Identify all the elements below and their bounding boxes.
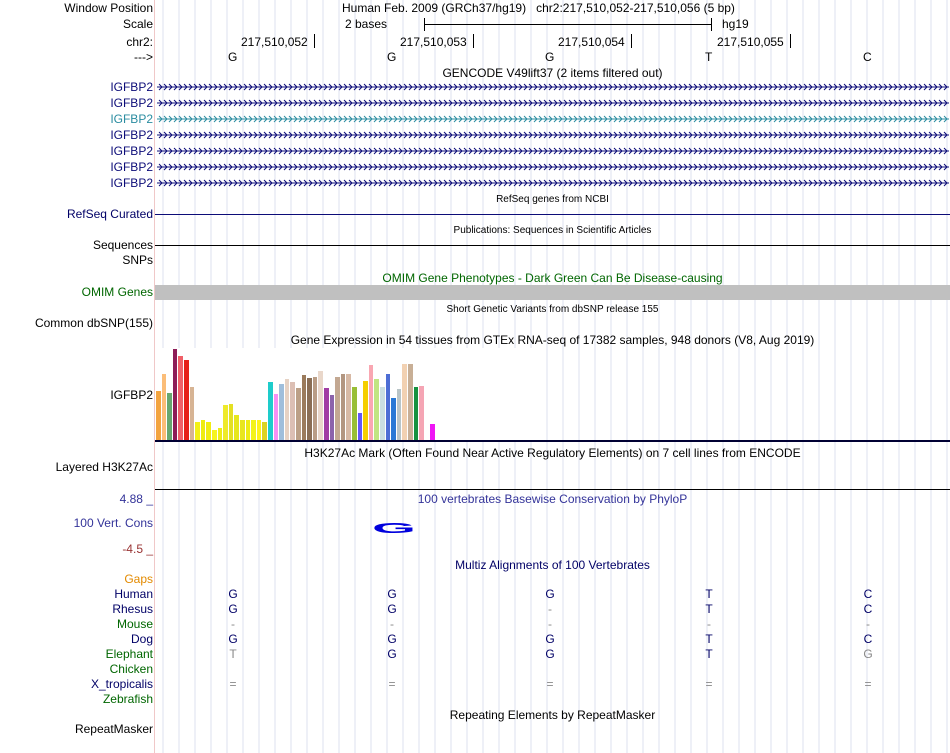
gencode-item-label[interactable]: IGFBP2 — [110, 128, 153, 142]
multiz-species-label[interactable]: Dog — [130, 632, 153, 646]
window-position-text: Human Feb. 2009 (GRCh37/hg19) chr2:217,510,052-217,510,056 (5 bp) — [342, 1, 735, 15]
multiz-species-label[interactable]: Elephant — [105, 647, 153, 661]
scale-bar-left-cap — [424, 18, 425, 31]
gtex-tissue-bar[interactable] — [184, 360, 189, 440]
gtex-tissue-bar[interactable] — [425, 375, 430, 440]
gtex-track-title[interactable]: Gene Expression in 54 tissues from GTEx RNA-seq of 17382 samples, 948 donors (V8, Aug 2019) — [290, 333, 815, 347]
gtex-tissue-bar[interactable] — [307, 378, 312, 440]
conservation-track-title[interactable]: 100 vertebrates Basewise Conservation by PhyloP — [417, 492, 688, 506]
gtex-tissue-bar[interactable] — [335, 377, 340, 440]
gtex-track-label[interactable]: IGFBP2 — [110, 388, 153, 402]
gtex-tissue-bar[interactable] — [190, 387, 195, 440]
alignment-base: = — [229, 677, 237, 691]
gtex-tissue-bar[interactable] — [414, 387, 419, 440]
h3k27ac-track-label[interactable]: Layered H3K27Ac — [55, 460, 153, 474]
alignment-base: - — [548, 602, 552, 616]
omim-track-title[interactable]: OMIM Gene Phenotypes - Dark Green Can Be Disease-causing — [382, 271, 723, 285]
gtex-tissue-bar[interactable] — [363, 381, 368, 440]
gtex-tissue-bar[interactable] — [173, 349, 178, 440]
scale-text: 2 bases — [345, 17, 388, 31]
gtex-tissue-bar[interactable] — [257, 420, 262, 440]
alignment-base: = — [705, 677, 713, 691]
alignment-base: G — [545, 587, 555, 601]
gtex-tissue-bar[interactable] — [262, 422, 267, 440]
multiz-species-label[interactable]: Rhesus — [112, 602, 153, 616]
gtex-tissue-bar[interactable] — [223, 405, 228, 440]
gencode-item-label[interactable]: IGFBP2 — [110, 112, 153, 126]
gtex-tissue-bar[interactable] — [430, 424, 435, 440]
gtex-tissue-bar[interactable] — [408, 364, 413, 440]
base-4: T — [705, 50, 713, 64]
scale-label: Scale — [122, 17, 153, 31]
gtex-tissue-bar[interactable] — [402, 364, 407, 440]
repeatmasker-track-title[interactable]: Repeating Elements by RepeatMasker — [449, 708, 656, 722]
multiz-species-label[interactable]: Chicken — [109, 662, 153, 676]
alignment-base: T — [705, 602, 713, 616]
gtex-tissue-bar[interactable] — [313, 377, 318, 440]
gencode-transcript-line[interactable] — [157, 82, 949, 92]
alignment-base: G — [545, 632, 555, 646]
alignment-base: G — [228, 632, 238, 646]
gtex-tissue-bar[interactable] — [234, 415, 239, 440]
omim-track-label[interactable]: OMIM Genes — [81, 285, 153, 299]
scale-bar — [424, 24, 712, 25]
gtex-tissue-bar[interactable] — [324, 388, 329, 440]
alignment-base: G — [863, 647, 873, 661]
alignment-base: - — [866, 617, 870, 631]
gtex-tissue-bar[interactable] — [318, 371, 323, 440]
alignment-base: G — [228, 587, 238, 601]
alignment-base: T — [705, 587, 713, 601]
alignment-base: T — [705, 647, 713, 661]
snps-track-label[interactable]: SNPs — [122, 253, 153, 267]
refseq-track-label[interactable]: RefSeq Curated — [66, 207, 153, 221]
gtex-tissue-bar[interactable] — [218, 428, 223, 440]
publications-track-title[interactable]: Publications: Sequences in Scientific Articles — [453, 225, 652, 236]
gtex-tissue-bar[interactable] — [397, 389, 402, 440]
alignment-base: G — [545, 647, 555, 661]
scale-bar-right-cap — [711, 18, 712, 31]
ruler-tick — [314, 34, 315, 48]
gtex-tissue-bar[interactable] — [212, 430, 217, 440]
strand-label: ---> — [134, 50, 153, 64]
publications-track-label[interactable]: Sequences — [92, 238, 153, 252]
alignment-base: C — [863, 632, 873, 646]
ruler-position-4: 217,510,055 — [717, 35, 784, 49]
dbsnp-track-title[interactable]: Short Genetic Variants from dbSNP release 155 — [446, 304, 659, 315]
gtex-tissue-bar[interactable] — [391, 398, 396, 440]
gtex-tissue-bar[interactable] — [274, 394, 279, 440]
alignment-base: G — [387, 587, 397, 601]
gencode-transcript-line[interactable] — [157, 114, 949, 124]
conservation-glyph — [370, 519, 418, 535]
alignment-base: C — [863, 587, 873, 601]
gtex-tissue-bar[interactable] — [178, 356, 183, 440]
gtex-tissue-bar[interactable] — [296, 388, 301, 440]
gtex-tissue-bar[interactable] — [251, 420, 256, 440]
base-1: G — [228, 50, 238, 64]
gtex-tissue-bar[interactable] — [206, 422, 211, 440]
gtex-tissue-bar[interactable] — [374, 379, 379, 440]
gtex-tissue-bar[interactable] — [419, 386, 424, 440]
chrom-label: chr2: — [126, 35, 153, 49]
window-position-label: Window Position — [64, 1, 153, 15]
gtex-tissue-bar[interactable] — [279, 384, 284, 440]
alignment-base: T — [705, 632, 713, 646]
alignment-base: = — [546, 677, 554, 691]
gencode-transcript-line[interactable] — [157, 162, 949, 172]
alignment-base: G — [228, 602, 238, 616]
gtex-tissue-bar[interactable] — [330, 395, 335, 440]
ruler-tick — [631, 34, 632, 48]
ruler-tick — [790, 34, 791, 48]
gencode-item-label[interactable]: IGFBP2 — [110, 144, 153, 158]
gencode-item-label[interactable]: IGFBP2 — [110, 176, 153, 190]
alignment-base: = — [864, 677, 872, 691]
multiz-track-title[interactable]: Multiz Alignments of 100 Vertebrates — [455, 558, 650, 572]
omim-gene-block[interactable] — [155, 285, 950, 300]
alignment-base: G — [387, 647, 397, 661]
multiz-species-label[interactable]: Zebrafish — [102, 692, 153, 706]
alignment-base: - — [548, 617, 552, 631]
gtex-tissue-bar[interactable] — [290, 382, 295, 440]
gencode-item-label[interactable]: IGFBP2 — [110, 160, 153, 174]
alignment-base: G — [387, 602, 397, 616]
alignment-base: G — [387, 632, 397, 646]
alignment-base: - — [231, 617, 235, 631]
gtex-tissue-bar[interactable] — [369, 365, 374, 440]
conservation-glyph-text: G — [372, 520, 416, 535]
ruler-position-1: 217,510,052 — [241, 35, 308, 49]
gtex-baseline — [155, 440, 950, 442]
multiz-species-label[interactable]: Human — [114, 587, 153, 601]
alignment-base: = — [388, 677, 396, 691]
alignment-base: - — [390, 617, 394, 631]
gtex-tissue-bar[interactable] — [167, 393, 172, 440]
conservation-min-label: -4.5 _ — [122, 542, 153, 556]
base-5: C — [863, 50, 872, 64]
gencode-transcript-line[interactable] — [157, 98, 949, 108]
gencode-transcript-line[interactable] — [157, 178, 949, 188]
base-2: G — [387, 50, 397, 64]
base-3: G — [545, 50, 555, 64]
gtex-tissue-bar[interactable] — [352, 387, 357, 440]
gtex-tissue-bar[interactable] — [240, 420, 245, 440]
publications-line[interactable] — [155, 245, 950, 246]
gtex-tissue-bar[interactable] — [162, 374, 167, 440]
ruler-tick — [473, 34, 474, 48]
multiz-species-label[interactable]: X_tropicalis — [90, 677, 153, 691]
gtex-tissue-bar[interactable] — [268, 382, 273, 440]
scale-db: hg19 — [722, 17, 749, 31]
gtex-tissue-bar[interactable] — [358, 413, 363, 440]
gtex-tissue-bar[interactable] — [285, 379, 290, 440]
refseq-gene-line[interactable] — [155, 214, 950, 215]
gtex-tissue-bar[interactable] — [201, 420, 206, 440]
alignment-base: T — [229, 647, 237, 661]
gencode-transcript-line[interactable] — [157, 146, 949, 156]
h3k27ac-baseline — [155, 489, 950, 490]
gencode-track-title[interactable]: GENCODE V49lift37 (2 items filtered out) — [442, 66, 663, 80]
gtex-tissue-bar[interactable] — [302, 375, 307, 440]
gtex-tissue-bar[interactable] — [229, 404, 234, 440]
refseq-track-title[interactable]: RefSeq genes from NCBI — [496, 194, 609, 205]
ruler-position-2: 217,510,053 — [400, 35, 467, 49]
h3k27ac-track-title[interactable]: H3K27Ac Mark (Often Found Near Active Regulatory Elements) on 7 cell lines from ENCODE — [304, 446, 801, 460]
gtex-tissue-bar[interactable] — [380, 387, 385, 440]
gencode-item-label[interactable]: IGFBP2 — [110, 80, 153, 94]
repeatmasker-track-label[interactable]: RepeatMasker — [74, 722, 153, 736]
gencode-transcript-line[interactable] — [157, 130, 949, 140]
gtex-tissue-bar[interactable] — [386, 374, 391, 440]
gtex-tissue-bar[interactable] — [346, 374, 351, 440]
multiz-species-label[interactable]: Mouse — [116, 617, 153, 631]
gtex-tissue-bar[interactable] — [341, 374, 346, 440]
ruler-position-3: 217,510,054 — [558, 35, 625, 49]
gtex-tissue-bar[interactable] — [246, 420, 251, 440]
gtex-tissue-bar[interactable] — [195, 422, 200, 440]
gtex-tissue-bar[interactable] — [156, 391, 161, 440]
conservation-track-label[interactable]: 100 Vert. Cons — [73, 516, 153, 530]
multiz-gaps-label[interactable]: Gaps — [124, 572, 153, 586]
dbsnp-track-label[interactable]: Common dbSNP(155) — [34, 316, 153, 330]
alignment-base: - — [707, 617, 711, 631]
conservation-max-label: 4.88 _ — [119, 492, 153, 506]
alignment-base: C — [863, 602, 873, 616]
gencode-item-label[interactable]: IGFBP2 — [110, 96, 153, 110]
